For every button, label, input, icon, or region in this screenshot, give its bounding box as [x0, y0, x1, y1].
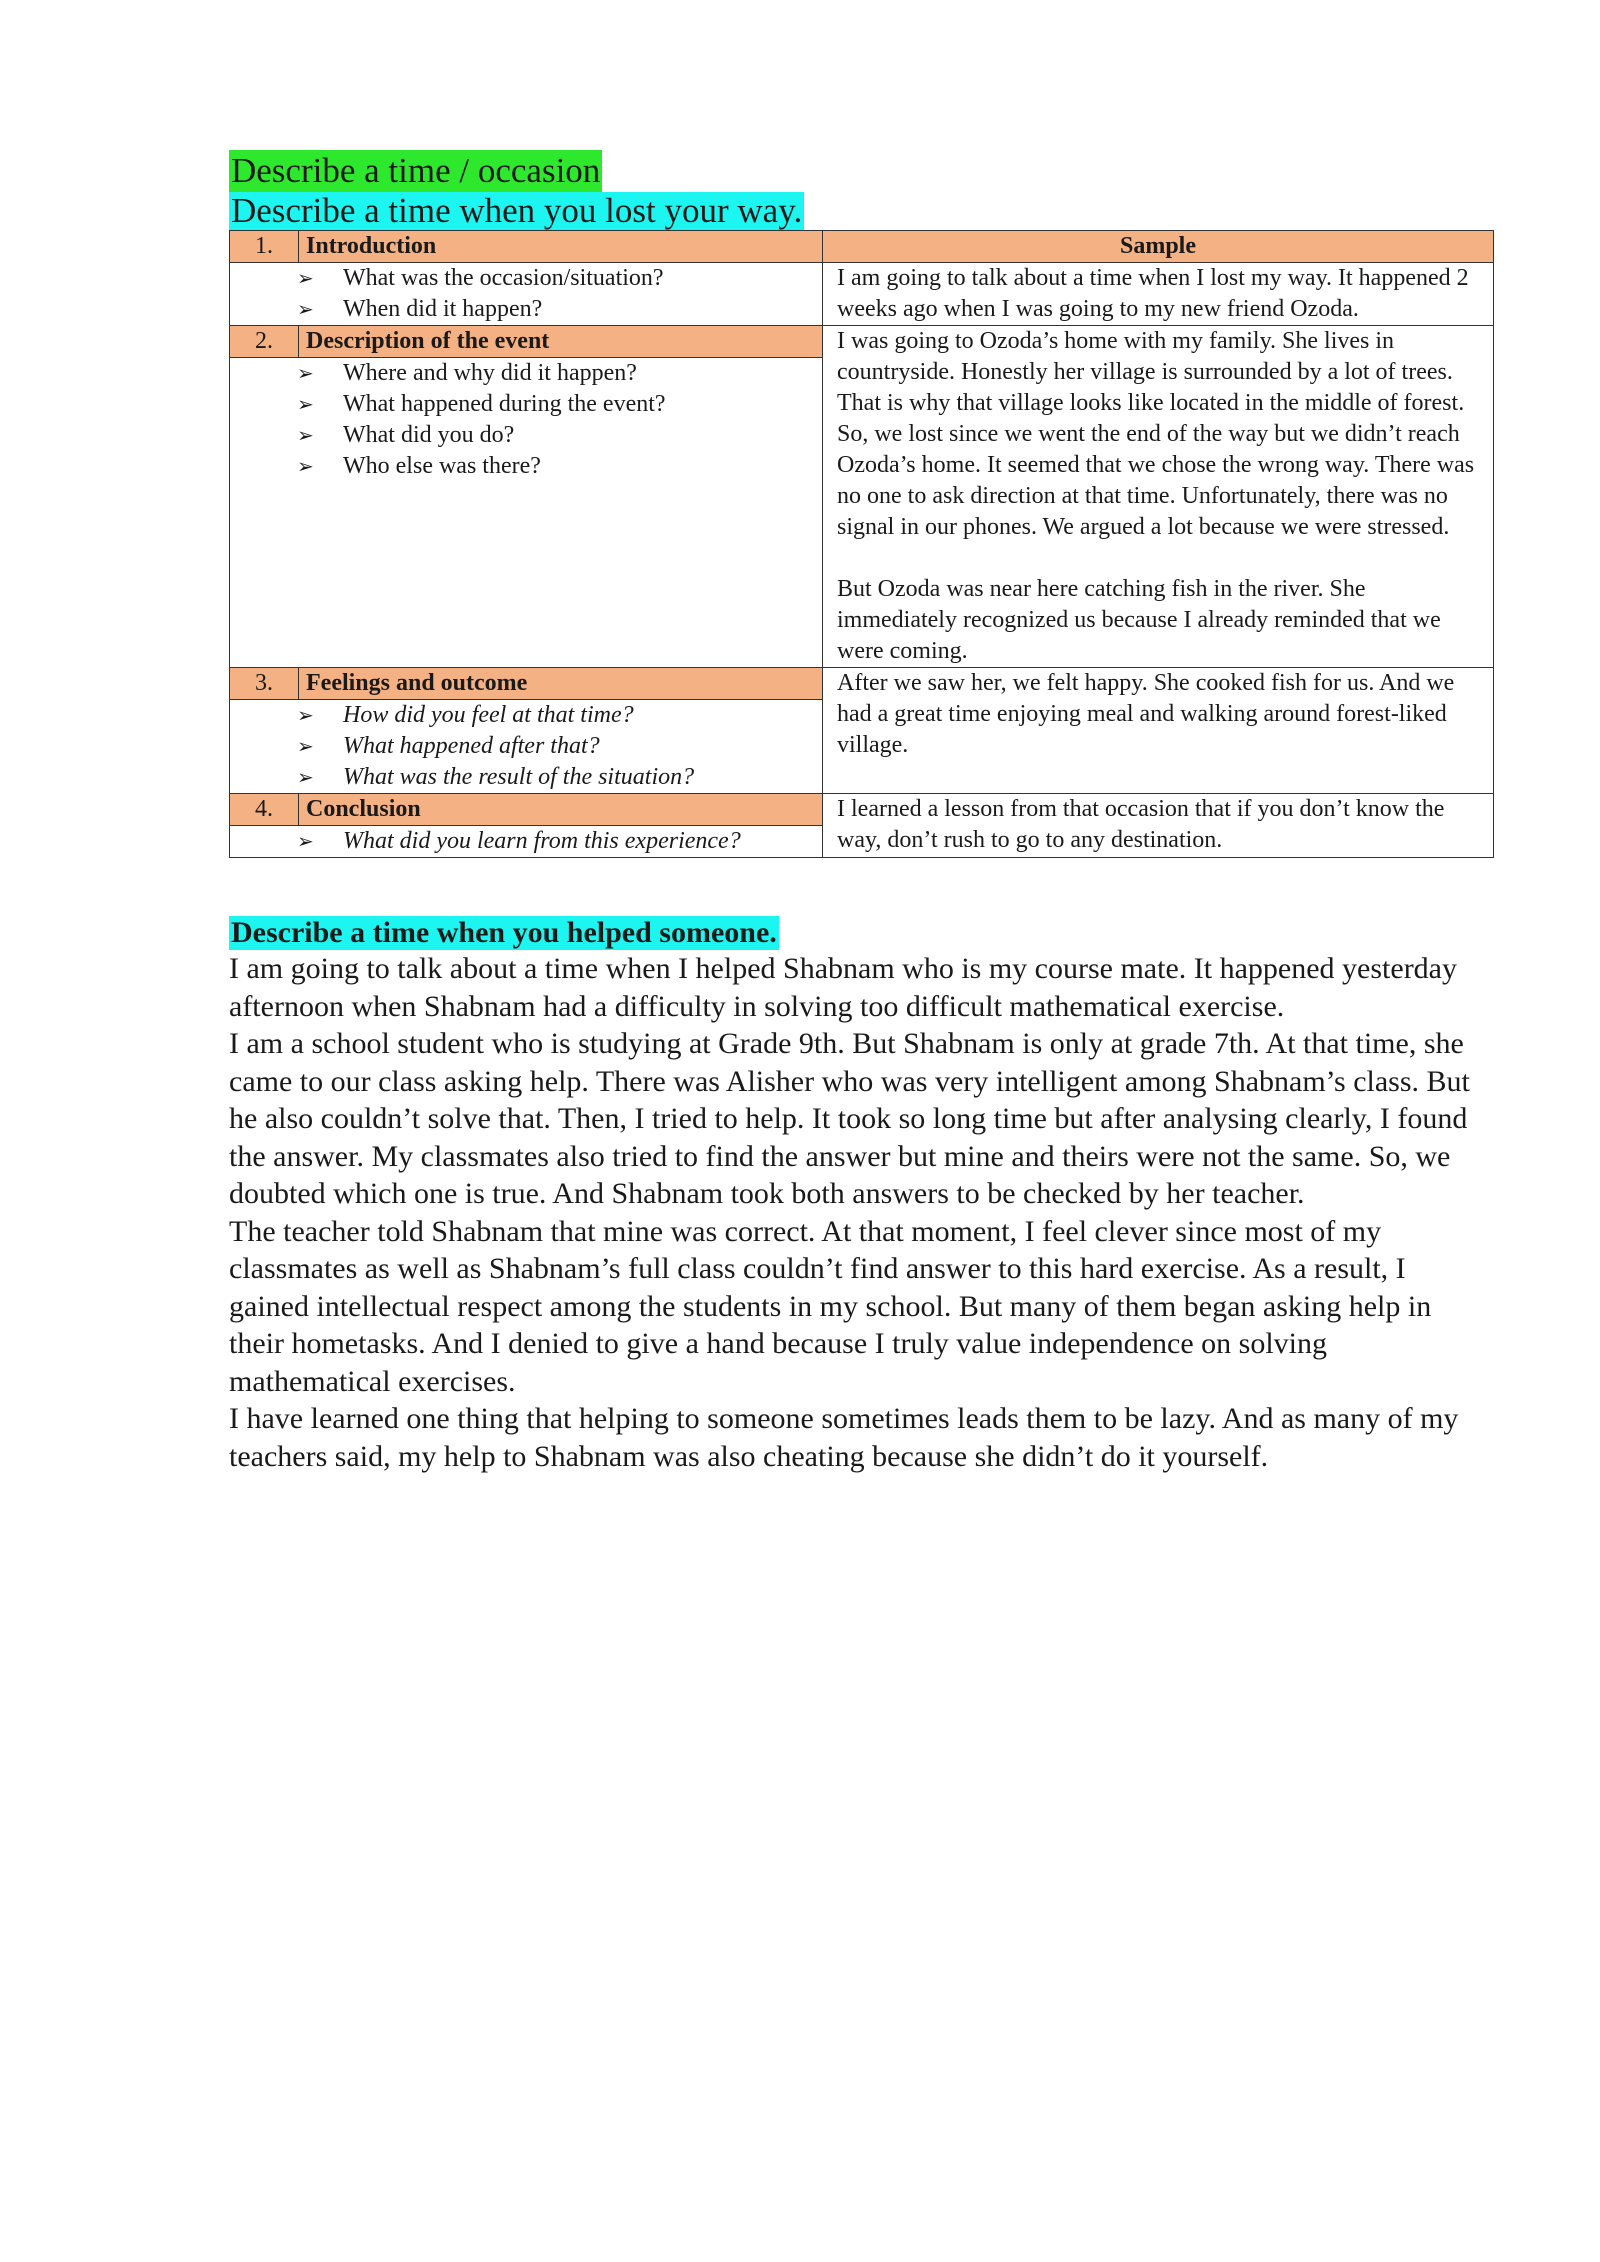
essay-body: [229, 950, 1493, 1475]
paragraph-gap: [837, 543, 1481, 574]
sample-text: After we saw her, we felt happy. She cooked fish for us. And we had a great time enjoying meal and walking around forest-liked village.: [837, 670, 1455, 758]
question-item: ➢ What was the occasion/situation?: [230, 263, 822, 294]
section-header: [230, 326, 822, 358]
essay-paragraph: The teacher told Shabnam that mine was correct. At that moment, I feel clever since most of my classmates as well as Shabnam’s full class couldn’t find answer to this hard exercise. As a result, I gained intellectual respect among the students in my school. But many of them began asking help in their hometasks. And I denied to give a hand because I truly value independence on solving mathematical exercises.: [229, 1214, 1432, 1398]
section-cell-1: [230, 231, 823, 326]
section-title: Feelings and outcome: [306, 670, 528, 696]
sample-header: Sample: [823, 231, 1493, 263]
topic-title-lost-way: Describe a time when you lost your way.: [231, 191, 803, 230]
arrow-bullet-icon: ➢: [297, 454, 314, 478]
sample-text: I learned a lesson from that occasion that if you don’t know the way, don’t rush to go to any destination.: [837, 796, 1445, 853]
sample-text: I am going to talk about a time when I lost my way. It happened 2 weeks ago when I was going to my new friend Ozoda.: [837, 265, 1469, 322]
question-list: [230, 263, 822, 325]
section-title: Conclusion: [306, 796, 421, 822]
sample-cell-2: [823, 326, 1494, 668]
question-item: ➢ What did you do?: [230, 420, 822, 451]
arrow-bullet-icon: ➢: [297, 297, 314, 321]
document-page: [229, 150, 1493, 1475]
sample-cell-1: [823, 231, 1494, 326]
arrow-bullet-icon: ➢: [297, 829, 314, 853]
arrow-bullet-icon: ➢: [297, 266, 314, 290]
question-item: ➢ How did you feel at that time?: [230, 700, 822, 731]
question-item: ➢ What was the result of the situation?: [230, 762, 822, 793]
question-item: ➢ What happened after that?: [230, 731, 822, 762]
section-cell-2: [230, 326, 823, 668]
question-item: ➢ What did you learn from this experience?: [230, 826, 822, 857]
arrow-bullet-icon: ➢: [297, 734, 314, 758]
section-number: 4.: [230, 794, 299, 825]
essay-paragraph: I have learned one thing that helping to someone sometimes leads them to be lazy. And as many of my teachers said, my help to Shabnam was also cheating because she didn’t do it yourself.: [229, 1402, 1459, 1473]
question-item: ➢ When did it happen?: [230, 294, 822, 325]
section-header: [230, 231, 822, 263]
arrow-bullet-icon: ➢: [297, 392, 314, 416]
question-item: ➢ What happened during the event?: [230, 389, 822, 420]
section-number: 1.: [230, 231, 299, 262]
question-list: [230, 358, 822, 482]
section-title: Introduction: [306, 233, 437, 259]
sample-text: But Ozoda was near here catching fish in the river. She immediately recognized us because I already reminded that we were coming.: [837, 576, 1441, 664]
sample-cell-4: [823, 794, 1494, 858]
arrow-bullet-icon: ➢: [297, 423, 314, 447]
section-heading: Describe a time / occasion: [231, 151, 601, 190]
section-title: Description of the event: [306, 328, 550, 354]
sample-cell-3: [823, 668, 1494, 794]
section-cell-3: [230, 668, 823, 794]
arrow-bullet-icon: ➢: [297, 361, 314, 385]
section-cell-4: [230, 794, 823, 858]
question-item: ➢ Who else was there?: [230, 451, 822, 482]
question-list: [230, 826, 822, 857]
section-header: [230, 794, 822, 826]
section-number: 3.: [230, 668, 299, 699]
guide-table: [229, 230, 1494, 858]
question-item: ➢ Where and why did it happen?: [230, 358, 822, 389]
arrow-bullet-icon: ➢: [297, 703, 314, 727]
question-list: [230, 700, 822, 793]
section-number: 2.: [230, 326, 299, 357]
essay-paragraph: I am going to talk about a time when I helped Shabnam who is my course mate. It happened yesterday afternoon when Shabnam had a difficulty in solving too difficult mathematical exercise.: [229, 952, 1457, 1023]
sample-text: I was going to Ozoda’s home with my family. She lives in countryside. Honestly her village is surrounded by a lot of trees. That is why that village looks like located in the middle of forest. So, we lost since we went the end of the way but we didn’t reach Ozoda’s home. It seemed that we chose the wrong way. There was no one to ask direction at that time. Unfortunately, there was no signal in our phones. We argued a lot because we were stressed.: [837, 328, 1475, 540]
essay-paragraph: I am a school student who is studying at Grade 9th. But Shabnam is only at grade 7th. At that time, she came to our class asking help. There was Alisher who was very intelligent among Shabnam’s class. But he also couldn’t solve that. Then, I tried to help. It took so long time but after analysing clearly, I found the answer. My classmates also tried to find the answer but mine and theirs were not the same. So, we doubted which one is true. And Shabnam took both answers to be checked by her teacher.: [229, 1027, 1470, 1210]
section-header: [230, 668, 822, 700]
topic-title-helped: Describe a time when you helped someone.: [231, 916, 777, 949]
arrow-bullet-icon: ➢: [297, 765, 314, 789]
